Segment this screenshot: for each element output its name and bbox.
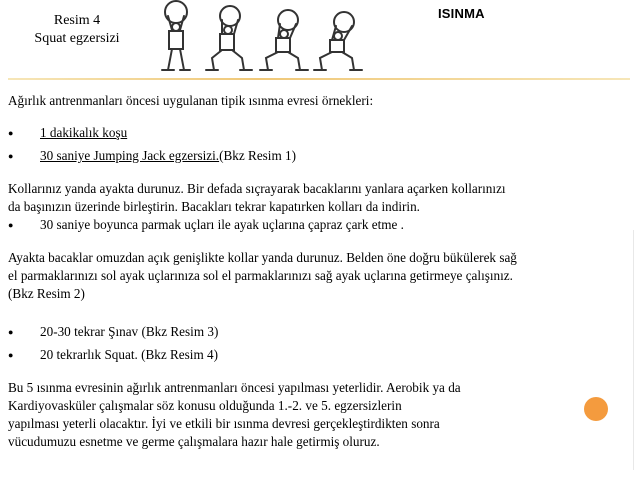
paragraph-line: Kollarınız yanda ayakta durunuz. Bir defada sıçrayarak bacaklarını yanlara açarken kollarınızı	[8, 181, 506, 196]
figure-caption	[22, 12, 132, 48]
paragraph-line: yapılması yeterli olacaktır. İyi ve etkili bir ısınma devresi gerçekleştirdikten sonra	[8, 416, 440, 431]
jumping-jack-link[interactable]: 30 saniye Jumping Jack egzersizi.	[40, 148, 220, 163]
paragraph-line: (Bkz Resim 2)	[8, 286, 85, 301]
paragraph-line: Bu 5 ısınma evresinin ağırlık antrenmanları öncesi yapılması yeterlidir. Aerobik ya da	[8, 380, 461, 395]
slide-title: ISINMA	[438, 6, 485, 21]
bullet-icon: ●	[8, 220, 14, 230]
squat-illustration	[148, 0, 372, 74]
caption-description: Squat egzersizi	[34, 31, 120, 46]
squat-figure-1	[162, 1, 190, 70]
slide-frame-edge	[633, 230, 634, 470]
list-item	[8, 124, 608, 143]
bullet-icon: ●	[8, 128, 14, 138]
intro-text: Ağırlık antrenmanları öncesi uygulanan tipik ısınma evresi örnekleri:	[8, 93, 374, 108]
list-item-reference: (Bkz Resim 1)	[219, 148, 297, 163]
list-item	[8, 147, 608, 166]
squat-figure-4	[314, 12, 362, 70]
bullet-icon: ●	[8, 327, 14, 337]
caption-label: Resim 4	[53, 13, 101, 28]
paragraph-line: el parmaklarınızı sol ayak uçlarınıza sol el parmaklarınızı sağ ayak uçlarına getirmeye çalışınız.	[8, 268, 513, 283]
decorative-circle-icon	[584, 397, 608, 421]
list-item-text: 20 tekrarlık Squat. (Bkz Resim 4)	[40, 347, 218, 362]
paragraph-line: vücudumuzu esnetme ve germe çalışmalara hazır hale getirmiş oluruz.	[8, 434, 380, 449]
list-item	[8, 323, 608, 342]
slide-body	[8, 92, 608, 451]
squat-figure-3	[260, 10, 308, 70]
paragraph-line: Ayakta bacaklar omuzdan açık genişlikte kollar yanda durunuz. Belden öne doğru bükülerek sağ	[8, 250, 517, 265]
list-item	[8, 216, 608, 235]
paragraph-line: da başınızın üzerinde birleştirin. Bacakları tekrar kapatırken kolları da indirin.	[8, 199, 420, 214]
header-divider	[8, 78, 630, 80]
bullet-icon: ●	[8, 350, 14, 360]
list-item	[8, 346, 608, 365]
list-item-text: 30 saniye boyunca parmak uçları ile ayak uçlarına çapraz çark etme .	[40, 217, 404, 232]
squat-figure-2	[206, 6, 252, 70]
bullet-icon: ●	[8, 151, 14, 161]
paragraph-line: Kardiyovasküler çalışmalar söz konusu olduğunda 1.-2. ve 5. egzersizlerin	[8, 398, 402, 413]
list-item-text: 20-30 tekrar Şınav (Bkz Resim 3)	[40, 324, 219, 339]
list-item-text: 1 dakikalık koşu	[40, 125, 128, 140]
